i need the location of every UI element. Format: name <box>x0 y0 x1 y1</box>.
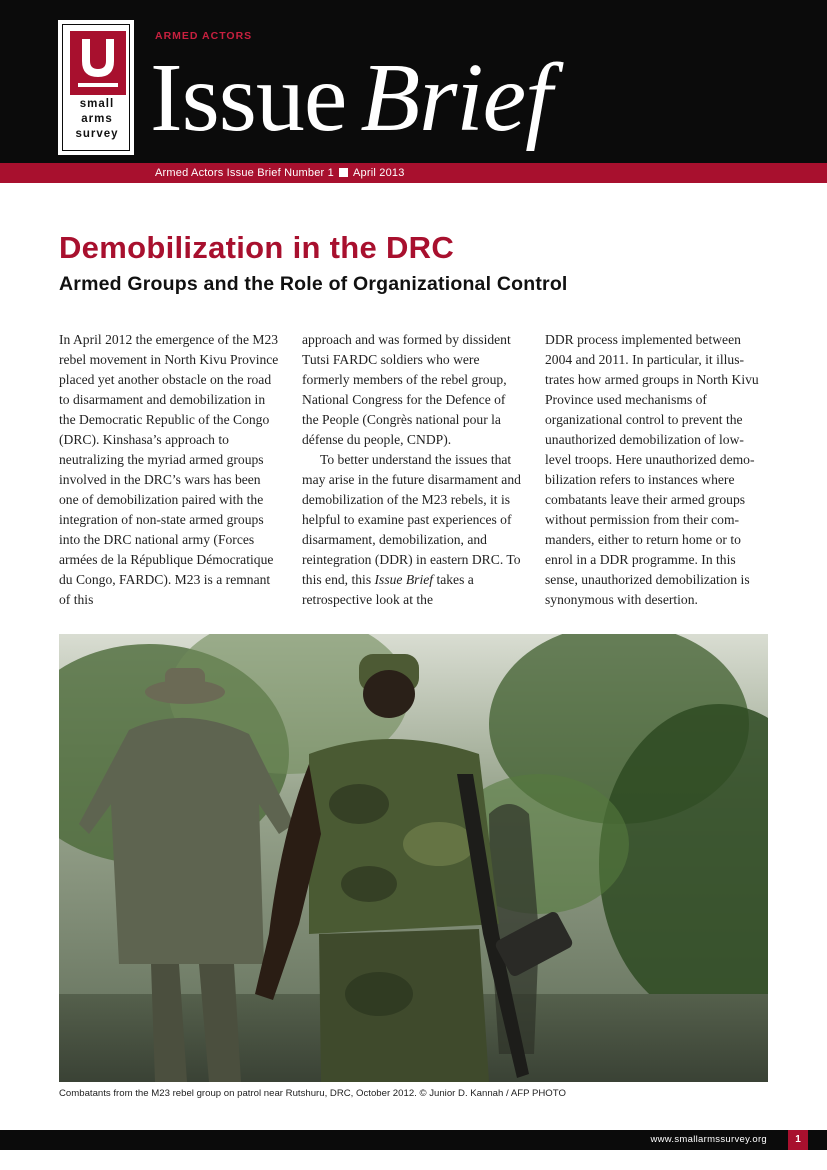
website-link[interactable]: www.smallarmssurvey.org <box>650 1134 767 1145</box>
issue-date: April 2013 <box>353 167 405 179</box>
paragraph: DDR process implemented between 2004 and 2011. In particular, it illustrates how armed groups in North Kivu Province used mechanisms of organizational control to prevent the unauthorized demobilization of low-level troops. Here unauthorized demobilization refers to instances where combatants leave their armed groups without permission from their commanders, either to return home or to enrol in a DDR programme. In this sense, unauthorized demobilization is synonymous with desertion. <box>545 332 759 607</box>
brand-title-part2: Brief <box>360 44 552 152</box>
paragraph-text: takes a retrospective look at the <box>302 572 474 607</box>
issue-number: Armed Actors Issue Brief Number 1 <box>155 167 334 179</box>
logo-text-line2: arms <box>81 113 113 125</box>
logo-mark-icon <box>70 31 126 95</box>
article-photo <box>59 634 768 1082</box>
text-column-3 <box>545 330 767 610</box>
article-subtitle: Armed Groups and the Role of Organizational Control <box>59 273 568 295</box>
soldiers-photo-illustration <box>59 634 768 1082</box>
article-title: Demobilization in the DRC <box>59 230 454 265</box>
brand-title-part1: Issue <box>150 44 347 152</box>
brand-title <box>150 44 552 152</box>
photo-caption: Combatants from the M23 rebel group on patrol near Rutshuru, DRC, October 2012. © Junior D. Kannah / AFP PHOTO <box>59 1088 566 1099</box>
text-column-2 <box>302 330 524 610</box>
paragraph-text: To better understand the issues that may arise in the future disarmament and demobilization of the M23 rebels, it is helpful to examine past experiences of disarmament, demobilization, and reintegration (DDR) in eastern DRC. To this end, this <box>302 452 521 587</box>
masthead-strip <box>0 163 827 183</box>
series-label: ARMED ACTORS <box>155 30 253 42</box>
separator-square-icon <box>339 168 348 177</box>
logo-text-line3: survey <box>75 128 119 140</box>
small-arms-survey-logo <box>58 20 134 155</box>
paragraph <box>302 450 524 610</box>
logo-text-line1: small <box>79 98 115 110</box>
publication-name: Issue Brief <box>374 572 434 587</box>
page-number: 1 <box>788 1130 808 1150</box>
paragraph: approach and was formed by dissident Tutsi FARDC soldiers who were formerly members of the rebel group, National Congress for the Defence of the People (Congrès national pour la défense du people, CNDP). <box>302 332 511 447</box>
paragraph: In April 2012 the emergence of the M23 rebel movement in North Kivu Province placed yet another obstacle on the road to disarmament and demobilization in the Democratic Republic of the Congo (DRC). Kinshasa’s approach to neutralizing the myriad armed groups involved in the DRC’s wars has been one of demobilization paired with the integration of non-state armed groups into the DRC national army (Forces armées de la République Démocratique du Congo, FARDC). M23 is a remnant of this <box>59 332 279 607</box>
issue-info <box>155 164 405 182</box>
text-column-1 <box>59 330 281 610</box>
